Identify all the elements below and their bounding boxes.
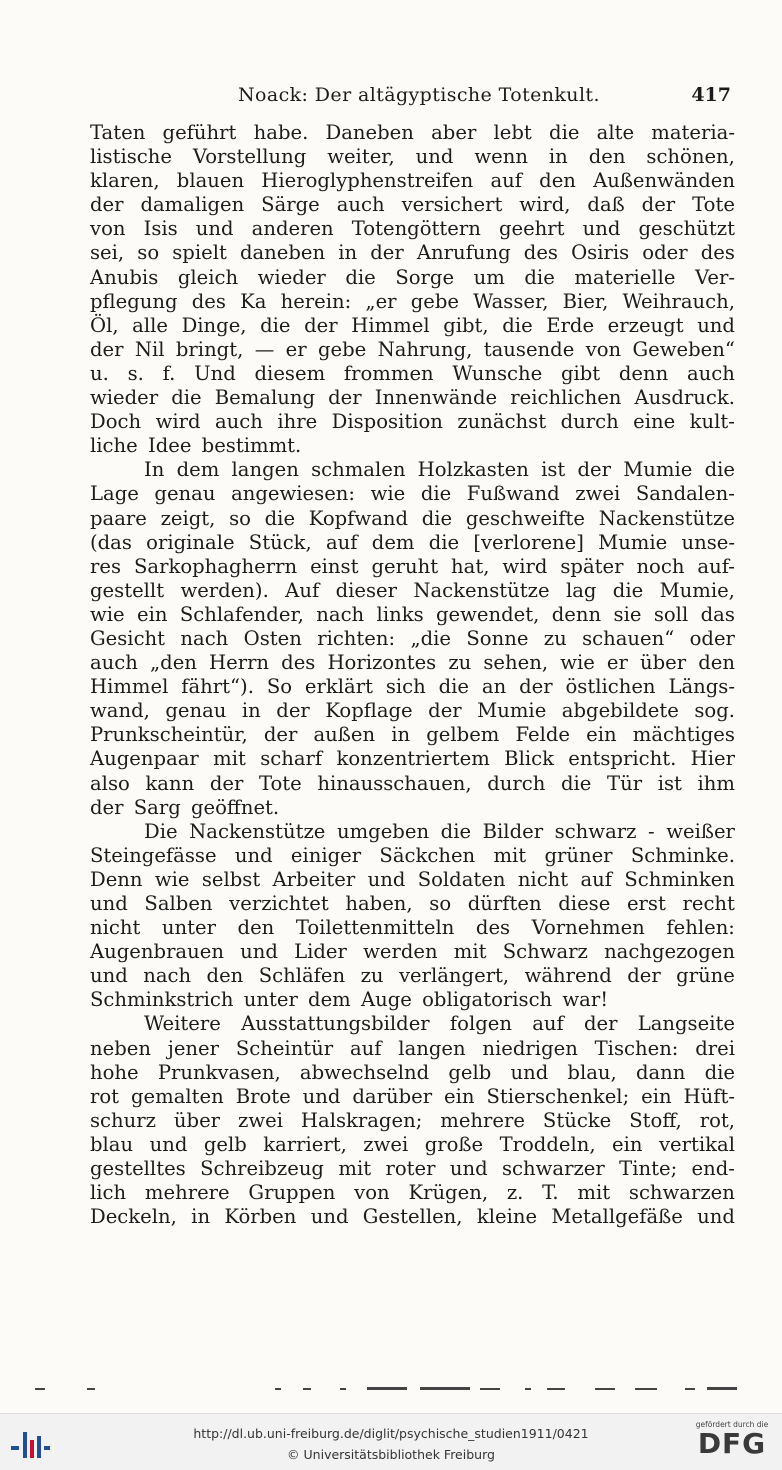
text-line: Steingefässe und einiger Säckchen mit grüner Schminke. <box>90 843 735 867</box>
text-line: der Sarg geöffnet. <box>90 795 280 819</box>
text-line: Weitere Ausstattungsbilder folgen auf der Langseite <box>144 1012 735 1036</box>
text-line: Schminkstrich unter dem Auge obligatorisch war! <box>90 988 609 1012</box>
text-line: hohe Prunkvasen, abwechselnd gelb und blau, dann die <box>90 1060 735 1084</box>
dfg-logo <box>690 1420 774 1468</box>
text-line: Die Nackenstütze umgeben die Bilder schwarz - weißer <box>144 819 735 843</box>
text-line: auch „den Herrn des Horizontes zu sehen, wie er über den <box>90 651 735 675</box>
dfg-wordmark: DFG <box>697 1427 767 1460</box>
text-line: Prunkscheintür, der außen in gelbem Felde ein mächtiges <box>90 723 735 747</box>
text-line: nicht unter den Toilettenmitteln des Vornehmen fehlen: <box>90 916 735 940</box>
text-line: Doch wird auch ihre Disposition zunächst durch eine kult- <box>90 410 735 434</box>
text-line: Taten geführt habe. Daneben aber lebt die alte materia- <box>90 121 735 144</box>
text-line: pflegung des Ka herein: „er gebe Wasser, Bier, Weihrauch, <box>90 289 735 313</box>
running-title: Noack: Der altägyptische Totenkult. <box>238 84 600 106</box>
text-line: lich mehrere Gruppen von Krügen, z. T. mit schwarzen <box>90 1181 735 1205</box>
text-line: Anubis gleich wieder die Sorge um die materielle Ver- <box>90 265 735 289</box>
text-line: wie ein Schlafender, nach links gewendet, denn sie soll das <box>90 602 735 626</box>
text-line: (das originale Stück, auf dem die [verlorene] Mumie unse- <box>90 530 735 554</box>
text-line: klaren, blauen Hieroglyphenstreifen auf den Außenwänden <box>90 169 735 193</box>
text-line: Augenbrauen und Lider werden mit Schwarz nachgezogen <box>90 940 735 964</box>
text-line: Himmel fährt“). So erklärt sich die an der östlichen Längs- <box>90 675 735 699</box>
text-line: blau und gelb karriert, zwei große Troddeln, ein vertikal <box>90 1132 735 1156</box>
text-line: Gesicht nach Osten richten: „die Sonne zu schauen“ oder <box>90 626 735 650</box>
citation-url[interactable]: http://dl.ub.uni-freiburg.de/diglit/psychische_studien1911/0421 <box>193 1426 589 1441</box>
text-line: und Salben verzichtet haben, so dürften diese erst recht <box>90 892 735 915</box>
text-line: Augenpaar mit scharf konzentriertem Blick entspricht. Hier <box>90 747 735 771</box>
text-line: res Sarkophagherrn einst geruht hat, wird später noch auf- <box>90 554 735 578</box>
text-line: wieder die Bemalung der Innenwände reichlichen Ausdruck. <box>90 386 735 410</box>
text-line: und nach den Schläfen zu verlängert, während der grüne <box>90 964 735 988</box>
text-line: liche Idee bestimmt. <box>90 434 302 458</box>
text-line: Öl, alle Dinge, die der Himmel gibt, die Erde erzeugt und <box>90 313 735 337</box>
text-line: sei, so spielt daneben in der Anrufung des Osiris oder des <box>90 241 735 265</box>
text-line: paare zeigt, so die Kopfwand die geschweifte Nackenstütze <box>90 506 735 530</box>
text-line: Denn wie selbst Arbeiter und Soldaten nicht auf Schminken <box>90 867 735 891</box>
text-line: u. s. f. Und diesem frommen Wunsche gibt denn auch <box>90 361 735 385</box>
copyright-notice: © Universitätsbibliothek Freiburg <box>287 1447 495 1462</box>
body-text <box>90 121 735 1229</box>
scan-edge-marks <box>35 1386 745 1392</box>
text-line: rot gemalten Brote und darüber ein Stierschenkel; ein Hüft- <box>90 1084 735 1108</box>
library-footer <box>0 1413 782 1470</box>
text-line: neben jener Scheintür auf langen niedrigen Tischen: drei <box>90 1036 735 1060</box>
text-line: also kann der Tote hinausschauen, durch die Tür ist ihm <box>90 771 735 795</box>
text-line: schurz über zwei Halskragen; mehrere Stücke Stoff, rot, <box>90 1108 735 1132</box>
text-line: Lage genau angewiesen: wie die Fußwand zwei Sandalen- <box>90 482 735 506</box>
text-line: In dem langen schmalen Holzkasten ist der Mumie die <box>144 458 735 482</box>
text-line: Deckeln, in Körben und Gestellen, kleine Metallgefäße und <box>90 1205 735 1229</box>
text-line: der damaligen Särge auch versichert wird, daß der Tote <box>90 193 735 217</box>
text-line: der Nil bringt, — er gebe Nahrung, tausende von Geweben“ <box>90 337 735 361</box>
text-line: von Isis und anderen Totengöttern geehrt und geschützt <box>90 217 735 241</box>
running-header <box>90 84 735 110</box>
text-line: gestellt werden). Auf dieser Nackenstütze lag die Mumie, <box>90 578 735 602</box>
text-line: gestelltes Schreibzeug mit roter und schwarzer Tinte; end- <box>90 1157 735 1181</box>
dfg-caption: gefördert durch die <box>695 1420 769 1429</box>
text-line: listische Vorstellung weiter, und wenn in den schönen, <box>90 145 735 169</box>
page-number: 417 <box>691 84 731 106</box>
text-line: wand, genau in der Kopflage der Mumie abgebildete sog. <box>90 699 735 723</box>
